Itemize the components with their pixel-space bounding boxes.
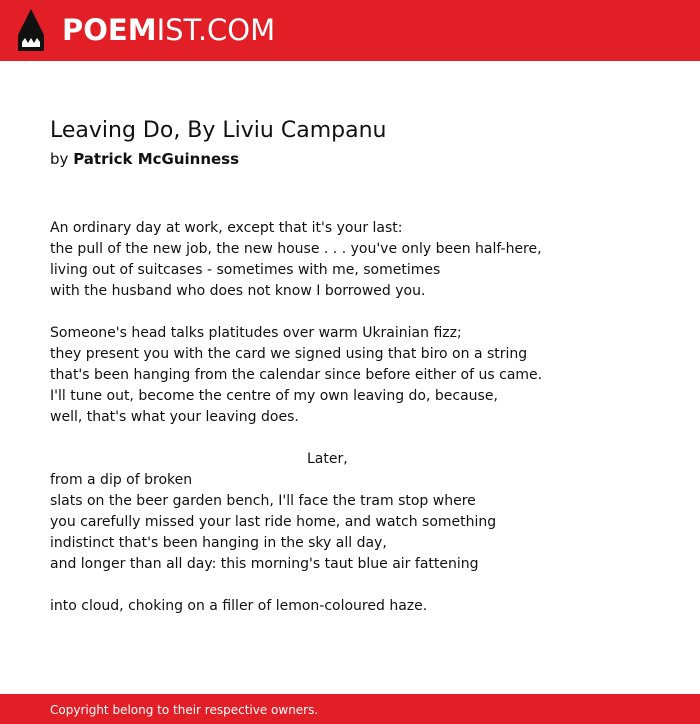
poem-stanza-break [50,575,650,596]
poem-line: and longer than all day: this morning's taut blue air fattening [50,556,479,572]
poem-title: Leaving Do, By Liviu Campanu [50,118,387,143]
poem-stanza-break [50,428,650,449]
poem-line: that's been hanging from the calendar since before either of us came. [50,367,543,383]
copyright-text: Copyright belong to their respective owners. [50,703,319,717]
poem-line: they present you with the card we signed using that biro on a string [50,346,528,362]
site-logo[interactable] [62,12,275,48]
author-name: Patrick McGuinness [73,150,240,168]
poem-line: into cloud, choking on a filler of lemon-coloured haze. [50,598,428,614]
poem-line: from a dip of broken [50,472,193,488]
pencil-logo-icon[interactable] [18,9,44,51]
site-header [0,0,700,61]
poem-body [50,218,650,617]
byline [50,148,239,170]
poem-line: well, that's what your leaving does. [50,409,299,425]
poem-line: An ordinary day at work, except that it's your last: [50,220,403,236]
poem-line: Someone's head talks platitudes over warm Ukrainian fizz; [50,325,462,341]
poem-line: the pull of the new job, the new house . . . you've only been half-here, [50,241,542,257]
poem-line-indented: Later, [307,451,348,467]
by-prefix: by [50,150,69,168]
poem-line: living out of suitcases - sometimes with me, sometimes [50,262,441,278]
poem-line: you carefully missed your last ride home, and watch something [50,514,497,530]
poem-line: I'll tune out, become the centre of my own leaving do, because, [50,388,498,404]
poem-line: with the husband who does not know I borrowed you. [50,283,426,299]
poem-stanza-break [50,302,650,323]
logo-light-text: IST.COM [156,13,276,47]
poem-line: indistinct that's been hanging in the sky all day, [50,535,387,551]
site-footer [0,694,700,724]
logo-bold-text: POEM [62,13,157,47]
poem-line: slats on the beer garden bench, I'll face the tram stop where [50,493,476,509]
